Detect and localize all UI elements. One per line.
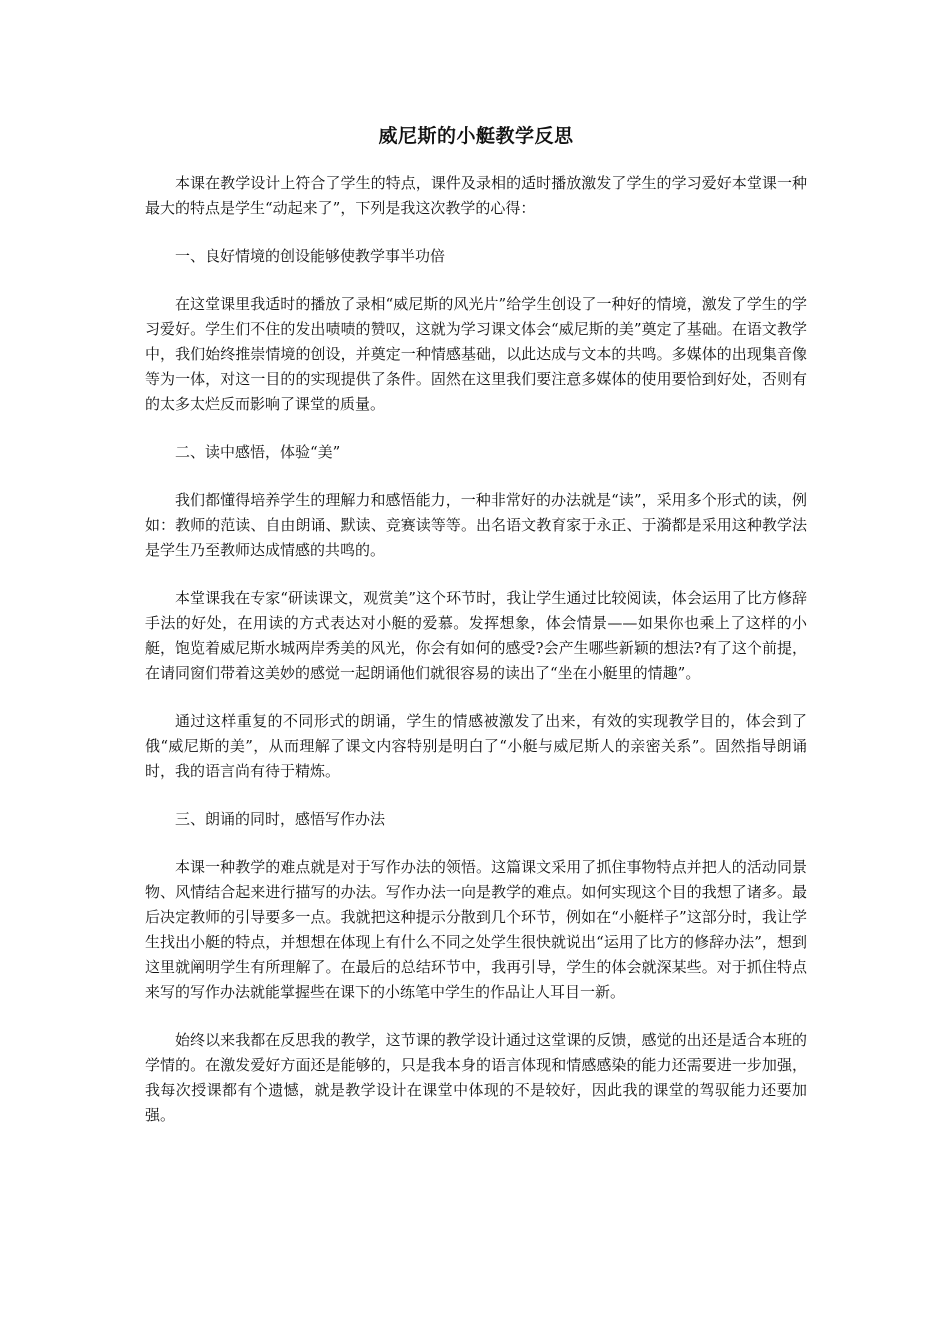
section-1-paragraph: 在这堂课里我适时的播放了录相“威尼斯的风光片”给学生创设了一种好的情境，激发了学生的学习爱好。学生们不住的发出啧啧的赞叹，这就为学习课文体会“威尼斯的美”奠定了基础。在语文教学中，我们始终推崇情境的创设，并奠定一种情感基础，以此达成与文本的共鸣。多媒体的出现集音像等为一体，对这一目的的实现提供了条件。固然在这里我们要注意多媒体的使用要恰到好处，否则有的太多太烂反而影响了课堂的质量。 (145, 295, 807, 413)
section-heading-3: 三、朗诵的同时，感悟写作办法 (175, 810, 386, 828)
section-heading-2: 二、读中感悟，体验“美” (175, 443, 341, 461)
section-2-paragraph-1: 我们都懂得培养学生的理解力和感悟能力，一种非常好的办法就是“读”，采用多个形式的读，例如：教师的范读、自由朗诵、默读、竞赛读等等。出名语文教育家于永正、于漪都是采用这种教学法是学生乃至教师达成情感的共鸣的。 (145, 491, 807, 559)
document-title: 威尼斯的小艇教学反思 (378, 125, 574, 147)
section-2-paragraph-2: 本堂课我在专家“研读课文，观赏美”这个环节时，我让学生通过比较阅读，体会运用了比方修辞手法的好处，在用读的方式表达对小艇的爱慕。发挥想象，体会情景——如果你也乘上了这样的小艇，饱览着威尼斯水城两岸秀美的风光，你会有如何的感受?会产生哪些新颖的想法?有了这个前提，在请同窗们带着这美妙的感觉一起朗诵他们就很容易的读出了“坐在小艇里的情趣”。 (145, 589, 807, 682)
section-heading-1: 一、良好情境的创设能够使教学事半功倍 (175, 247, 446, 265)
closing-paragraph: 始终以来我都在反思我的教学，这节课的教学设计通过这堂课的反馈，感觉的出还是适合本班的学情的。在激发爱好方面还是能够的，只是我本身的语言体现和情感感染的能力还需要进一步加强，我每次授课都有个遗憾，就是教学设计在课堂中体现的不是较好，因此我的课堂的驾驭能力还要加强。 (145, 1031, 807, 1124)
intro-paragraph: 本课在教学设计上符合了学生的特点，课件及录相的适时播放激发了学生的学习爱好本堂课一种最大的特点是学生“动起来了”，下列是我这次教学的心得： (145, 174, 807, 217)
section-3-paragraph: 本课一种教学的难点就是对于写作办法的领悟。这篇课文采用了抓住事物特点并把人的活动同景物、风情结合起来进行描写的办法。写作办法一向是教学的难点。如何实现这个目的我想了诸多。最后决定教师的引导要多一点。我就把这种提示分散到几个环节，例如在“小艇样子”这部分时，我让学生找出小艇的特点，并想想在体现上有什么不同之处学生很快就说出“运用了比方的修辞办法”，想到这里就阐明学生有所理解了。在最后的总结环节中，我再引导，学生的体会就深某些。对于抓住特点来写的写作办法就能掌握些在课下的小练笔中学生的作品让人耳目一新。 (145, 858, 807, 1001)
section-2-paragraph-3: 通过这样重复的不同形式的朗诵，学生的情感被激发了出来，有效的实现教学目的，体会到了俄“威尼斯的美”，从而理解了课文内容特别是明白了“小艇与威尼斯人的亲密关系”。固然指导朗诵时，我的语言尚有待于精炼。 (145, 712, 807, 780)
document-body (145, 122, 807, 1151)
